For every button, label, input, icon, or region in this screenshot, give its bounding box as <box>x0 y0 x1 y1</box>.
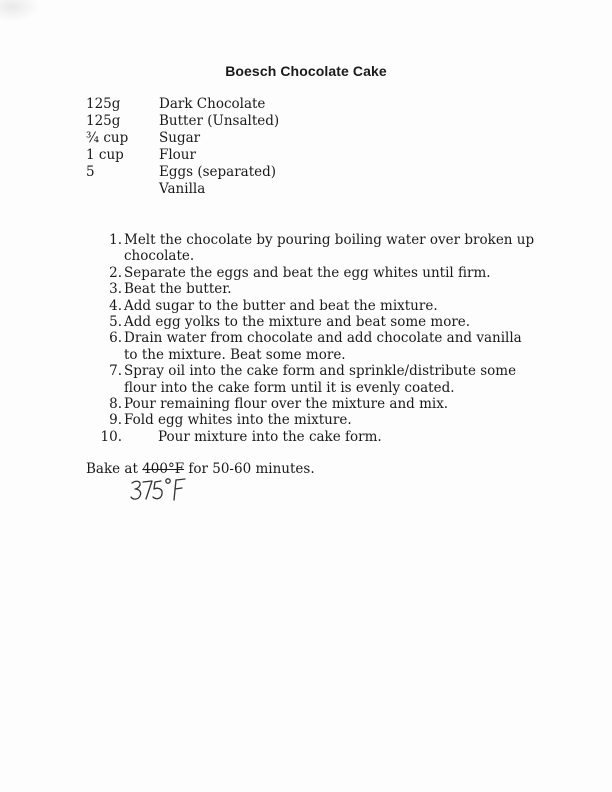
ingredient-quantity: 5 <box>86 164 95 180</box>
instruction-step <box>98 265 538 281</box>
instruction-list <box>98 232 538 445</box>
step-number: 1. <box>109 232 122 248</box>
step-text: Separate the eggs and beat the egg whites until firm. <box>124 264 491 281</box>
ingredient-row <box>86 96 279 113</box>
bake-instruction <box>86 461 315 477</box>
ingredient-name: Eggs (separated) <box>159 164 277 180</box>
step-text: Drain water from chocolate and add chocolate and vanilla to the mixture. Beat some more. <box>124 330 522 363</box>
step-number: 7. <box>109 363 122 380</box>
ingredient-quantity: ¾ cup <box>86 130 129 146</box>
step-number: 4. <box>109 297 122 314</box>
ingredient-quantity <box>86 181 159 198</box>
crossed-out-temperature: 400°F <box>142 461 185 477</box>
instruction-step <box>98 281 538 297</box>
step-number: 2. <box>109 264 122 281</box>
ingredient-quantity: 1 cup <box>86 147 124 163</box>
ingredient-name: Vanilla <box>159 181 206 197</box>
ingredient-row <box>86 130 279 147</box>
instruction-step <box>98 314 538 330</box>
ingredient-name: Butter (Unsalted) <box>159 113 280 129</box>
step-text: Spray oil into the cake form and sprinkle/distribute some flour into the cake form until it is evenly coated. <box>124 363 517 396</box>
step-text: Add sugar to the butter and beat the mixture. <box>124 297 438 314</box>
ingredient-name: Dark Chocolate <box>159 96 266 112</box>
step-text: Pour mixture into the cake form. <box>158 428 382 445</box>
step-number: 9. <box>109 412 122 429</box>
step-text: Add egg yolks to the mixture and beat some more. <box>124 314 471 331</box>
instruction-step <box>98 330 538 363</box>
ingredient-quantity: 125g <box>86 113 121 129</box>
instruction-step <box>98 298 538 314</box>
instruction-step <box>98 232 538 265</box>
instruction-step <box>98 396 538 412</box>
ingredient-row <box>86 164 279 181</box>
ingredient-list <box>86 96 279 198</box>
page-title: Boesch Chocolate Cake <box>225 63 387 79</box>
step-number: 6. <box>109 330 122 347</box>
instruction-step <box>98 429 538 445</box>
scan-smudge <box>0 0 40 22</box>
step-number: 8. <box>109 396 122 413</box>
step-number: 5. <box>109 314 122 331</box>
bake-prefix: Bake at <box>86 461 143 477</box>
step-text: Melt the chocolate by pouring boiling water over broken up chocolate. <box>124 232 535 265</box>
step-number: 3. <box>109 281 122 298</box>
ingredient-name: Flour <box>159 147 196 163</box>
step-number: 10. <box>100 428 122 445</box>
instruction-step <box>98 363 538 396</box>
step-text: Pour remaining flour over the mixture and mix. <box>124 396 449 413</box>
step-text: Beat the butter. <box>124 281 232 298</box>
ingredient-quantity: 125g <box>86 96 121 112</box>
handwritten-temperature <box>130 476 194 506</box>
ingredient-row <box>86 181 279 198</box>
instruction-step <box>98 412 538 428</box>
ingredient-row <box>86 113 279 130</box>
ingredient-name: Sugar <box>159 130 201 146</box>
step-text: Fold egg whites into the mixture. <box>124 412 352 429</box>
bake-suffix: for 50-60 minutes. <box>184 461 315 477</box>
ingredient-row <box>86 147 279 164</box>
